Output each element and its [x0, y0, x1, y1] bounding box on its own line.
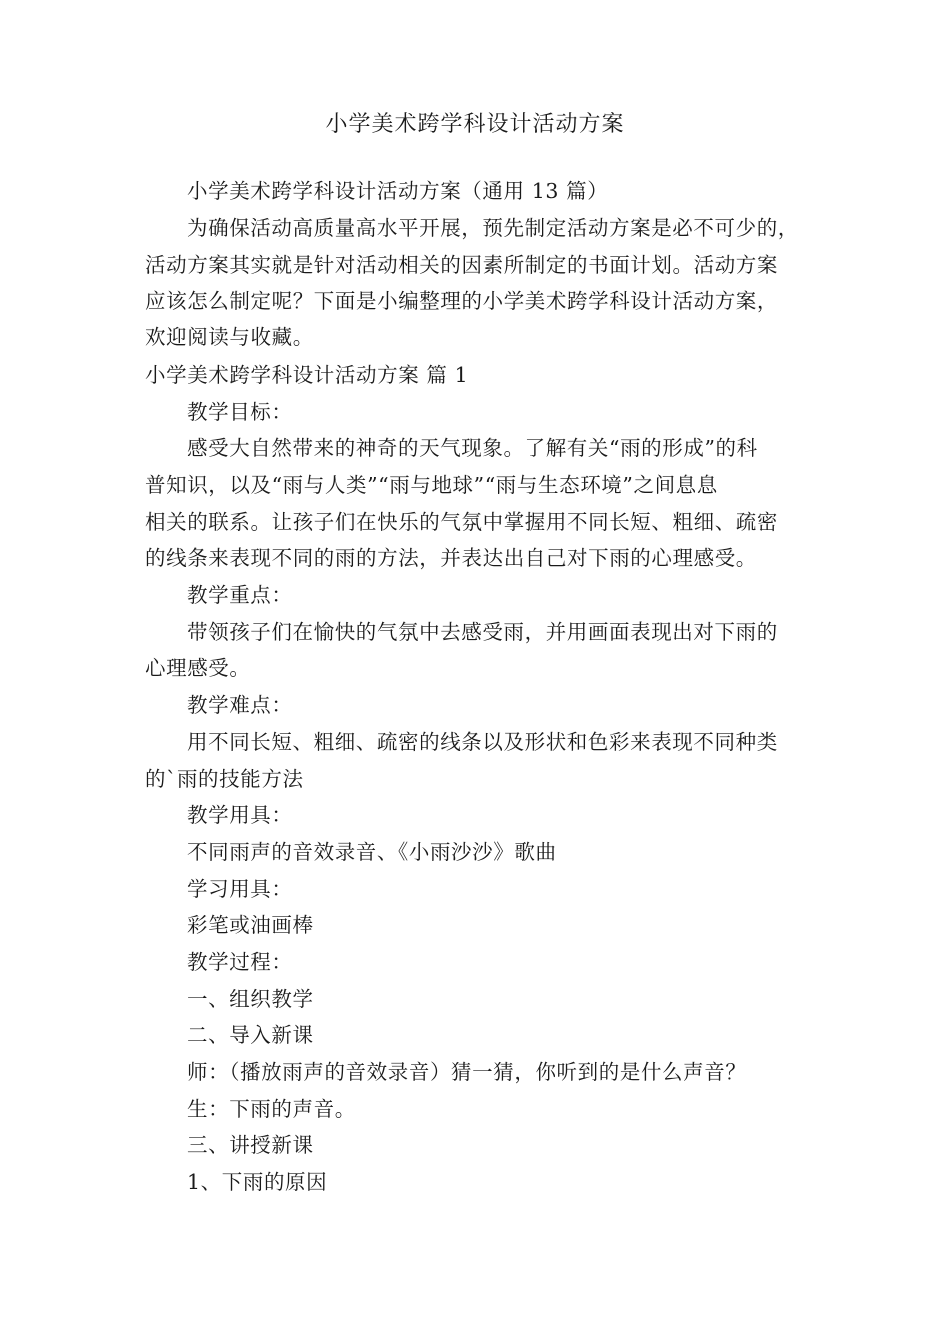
key-point-line: 带领孩子们在愉快的气氛中去感受雨，并用画面表现出对下雨的: [187, 620, 778, 644]
teaching-tools-label: 教学用具：: [187, 803, 293, 827]
teaching-goal-line: 普知识，以及“雨与人类”“雨与地球”“雨与生态环境”之间息息: [145, 473, 718, 497]
teaching-goal-line: 相关的联系。让孩子们在快乐的气氛中掌握用不同长短、粗细、疏密: [145, 510, 778, 534]
process-step: 生：下雨的声音。: [187, 1097, 356, 1121]
intro-line: 为确保活动高质量高水平开展，预先制定活动方案是必不可少的，: [187, 216, 799, 240]
process-step: 1、下雨的原因: [187, 1170, 328, 1194]
document-subtitle: 小学美术跨学科设计活动方案（通用 13 篇）: [187, 179, 609, 203]
process-label: 教学过程：: [187, 950, 293, 974]
teaching-goal-line: 感受大自然带来的神奇的天气现象。了解有关“雨的形成”的科: [187, 436, 758, 460]
intro-line: 活动方案其实就是针对活动相关的因素所制定的书面计划。活动方案: [145, 253, 778, 277]
process-step: 一、组织教学: [187, 987, 314, 1011]
difficulty-label: 教学难点：: [187, 693, 293, 717]
process-step: 三、讲授新课: [187, 1133, 314, 1157]
section-heading: 小学美术跨学科设计活动方案 篇 1: [145, 363, 469, 387]
teaching-goal-line: 的线条来表现不同的雨的方法，并表达出自己对下雨的心理感受。: [145, 546, 757, 570]
key-point-label: 教学重点：: [187, 583, 293, 607]
learning-tools-text: 彩笔或油画棒: [187, 913, 314, 937]
process-step: 师：（播放雨声的音效录音）猜一猜，你听到的是什么声音？: [187, 1060, 747, 1084]
learning-tools-label: 学习用具：: [187, 877, 293, 901]
teaching-tools-text: 不同雨声的音效录音、《小雨沙沙》歌曲: [187, 840, 557, 864]
teaching-goal-label: 教学目标：: [187, 400, 293, 424]
difficulty-line: 用不同长短、粗细、疏密的线条以及形状和色彩来表现不同种类: [187, 730, 778, 754]
intro-line: 欢迎阅读与收藏。: [145, 325, 314, 349]
intro-line: 应该怎么制定呢？下面是小编整理的小学美术跨学科设计活动方案，: [145, 289, 778, 313]
process-step: 二、导入新课: [187, 1023, 314, 1047]
document-title: 小学美术跨学科设计活动方案: [325, 112, 625, 137]
difficulty-line: 的`雨的技能方法: [145, 767, 304, 791]
key-point-line: 心理感受。: [145, 656, 251, 680]
